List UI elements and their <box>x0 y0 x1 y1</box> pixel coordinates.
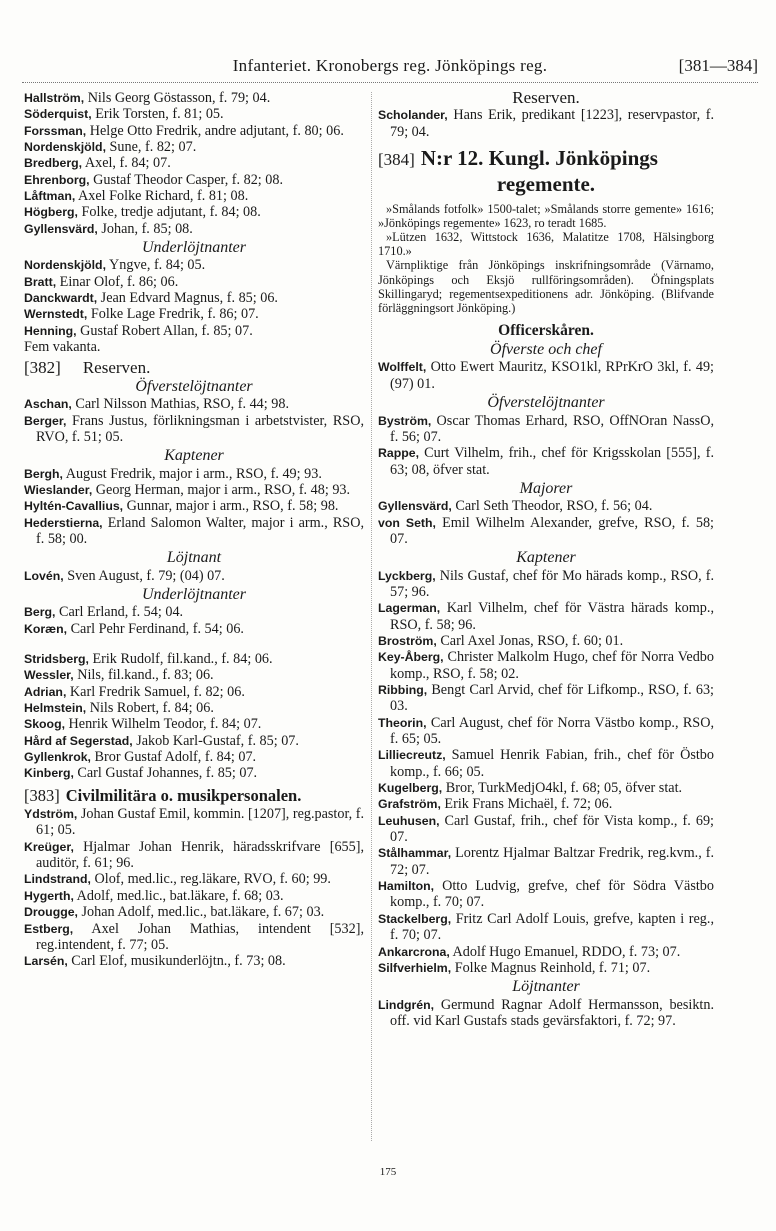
entry-details: Georg Herman, major i arm., RSO, f. 48; 93. <box>92 481 351 498</box>
entry-details: Nils Robert, f. 84; 06. <box>86 700 214 717</box>
section-heading <box>24 357 364 377</box>
roster-entry <box>24 396 364 412</box>
entry-surname: Byström, <box>378 413 432 428</box>
roster-entry <box>24 651 364 667</box>
entry-details: Carl Nilsson Mathias, RSO, f. 44; 98. <box>71 396 289 413</box>
entry-surname: Nordenskjöld, <box>24 140 106 155</box>
entry-surname: Wolffelt, <box>378 360 427 375</box>
header-rule <box>22 82 758 83</box>
entry-details: Olof, med.lic., reg.läkare, RVO, f. 60; 99. <box>90 871 331 888</box>
entry-surname: Lindstrand, <box>24 872 91 887</box>
entry-details: Johan Adolf, med.lic., bat.läkare, f. 67; 03. <box>77 904 325 921</box>
roster-entry <box>378 515 714 548</box>
entry-details: Germund Ragnar Adolf Hermansson, besiktn. off. vid Karl Gustafs stads gevärsfaktori, f. 72; 97. <box>390 996 714 1029</box>
roster-entry <box>24 806 364 839</box>
roster-entry <box>378 568 714 601</box>
roster-entry <box>24 700 364 716</box>
entry-surname: Henning, <box>24 323 77 338</box>
entry-surname: Leuhusen, <box>378 813 440 828</box>
entry-surname: Forssman, <box>24 123 87 138</box>
roster-entry <box>24 515 364 548</box>
roster-entry <box>24 904 364 920</box>
entry-surname: Lyckberg, <box>378 568 436 583</box>
entry-details: Nils Georg Göstasson, f. 79; 04. <box>84 90 271 106</box>
entry-surname: Hederstierna, <box>24 515 103 530</box>
entry-details: Bror Gustaf Adolf, f. 84; 07. <box>90 749 257 766</box>
entry-details: Otto Ewert Mauritz, KSO1kl, RPrKrO 3kl, f. 49; (97) 01. <box>390 359 714 392</box>
roster-entry <box>24 204 364 220</box>
roster-entry <box>378 944 714 960</box>
entry-details: Jean Edvard Magnus, f. 85; 06. <box>97 290 278 307</box>
entry-details: Folke Magnus Reinhold, f. 71; 07. <box>451 959 651 976</box>
roster-entry <box>378 960 714 976</box>
section-title: Reserven. <box>82 357 151 377</box>
entry-details: Adolf Hugo Emanuel, RDDO, f. 73; 07. <box>449 943 681 960</box>
roster-entry <box>378 878 714 911</box>
entry-surname: Stålhammar, <box>378 846 452 861</box>
entry-surname: Lagerman, <box>378 601 441 616</box>
entry-details: Carl Gustaf, frih., chef för Vista komp., f. 69; 07. <box>390 812 714 846</box>
roster-entry <box>24 604 364 620</box>
officer-corps-heading: Officerskåren. <box>498 321 594 339</box>
roster-entry <box>24 274 364 290</box>
roster-entry <box>24 188 364 204</box>
entry-details: Hans Erik, predikant [1223], reservpastor, f. 79; 04. <box>390 107 714 140</box>
regiment-title <box>378 146 714 196</box>
roster-entry <box>378 747 714 780</box>
roster-entry <box>24 871 364 887</box>
section-index: [382] <box>24 357 61 377</box>
entry-details: Axel Johan Mathias, intendent [532], reg.intendent, f. 77; 05. <box>36 920 364 953</box>
vacancy-note: Fem vakanta. <box>24 339 101 356</box>
entry-details: Johan, f. 85; 08. <box>97 220 193 237</box>
entry-surname: Hallström, <box>24 91 85 105</box>
entry-surname: Danckwardt, <box>24 291 98 306</box>
roster-entry <box>378 107 714 140</box>
entry-surname: Key-Åberg, <box>378 650 444 665</box>
roster-entry <box>378 780 714 796</box>
entry-surname: Aschan, <box>24 397 72 412</box>
entry-surname: Hyltén-Cavallius, <box>24 499 124 514</box>
entry-surname: Drougge, <box>24 905 78 920</box>
rank-subheading: Underlöjtnanter <box>142 239 246 257</box>
entry-surname: Söderquist, <box>24 107 92 122</box>
rank-subheading: Kaptener <box>164 447 224 465</box>
entry-details: Bror, TurkMedjO4kl, f. 68; 05, öfver stat. <box>442 780 683 797</box>
roster-entry <box>24 90 364 106</box>
section-subheading: Reserven. <box>512 88 580 107</box>
roster-entry <box>24 716 364 732</box>
section-heading <box>24 785 364 805</box>
entry-surname: Skoog, <box>24 717 65 732</box>
entry-details: Gustaf Robert Allan, f. 85; 07. <box>76 322 253 339</box>
roster-entry <box>24 139 364 155</box>
entry-details: Axel, f. 84; 07. <box>82 155 171 172</box>
roster-entry <box>24 684 364 700</box>
entry-details: Frans Justus, förlikningsman i arbetstvister, RSO, RVO, f. 51; 05. <box>36 412 364 445</box>
page-number: 175 <box>379 1166 397 1178</box>
entry-surname: Estberg, <box>24 921 74 936</box>
entry-details: Lorentz Hjalmar Baltzar Fredrik, reg.kvm., f. 72; 07. <box>390 845 714 878</box>
entry-details: Samuel Henrik Fabian, frih., chef för Östbo komp., f. 66; 05. <box>390 747 714 780</box>
entry-surname: Lovén, <box>24 568 64 583</box>
entry-details: August Fredrik, major i arm., RSO, f. 49; 93. <box>62 465 322 482</box>
roster-entry <box>24 621 364 637</box>
rank-subheading: Löjtnanter <box>512 978 580 996</box>
entry-details: Folke, tredje adjutant, f. 84; 08. <box>77 204 261 221</box>
roster-entry <box>24 413 364 446</box>
rank-subheading: Kaptener <box>516 549 576 567</box>
entry-surname: Scholander, <box>378 108 448 123</box>
rank-subheading: Öfverstelöjtnanter <box>135 377 253 395</box>
entry-details: Carl Gustaf Johannes, f. 85; 07. <box>73 765 258 782</box>
roster-entry <box>378 413 714 446</box>
regiment-history-note: Värnpliktige från Jönköpings inskrifningsområde (Värnamo, Jönköpings och Eksjö rullföringsområden). Öfningsplats Skillingaryd; regementsexpeditionens adr. Jönköping. (Blifvande förläggningsort Jönköping.) <box>378 258 714 315</box>
entry-details: Sven August, f. 79; (04) 07. <box>63 567 225 584</box>
roster-entry <box>24 106 364 122</box>
section-index: [383] <box>24 785 60 805</box>
roster-entry <box>24 306 364 322</box>
entry-details: Yngve, f. 84; 05. <box>106 257 206 274</box>
entry-details: Johan Gustaf Emil, kommin. [1207], reg.pastor, f. 61; 05. <box>36 806 364 839</box>
roster-entry <box>24 765 364 781</box>
entry-details: Erik Rudolf, fil.kand., f. 84; 06. <box>88 651 273 667</box>
entry-surname: Wieslander, <box>24 482 93 497</box>
entry-surname: Ribbing, <box>378 683 428 697</box>
roster-entry <box>24 155 364 171</box>
entry-surname: Stackelberg, <box>378 911 452 926</box>
entry-surname: Broström, <box>378 633 437 648</box>
entry-surname: Ankarcrona, <box>378 944 450 959</box>
entry-details: Carl Seth Theodor, RSO, f. 56; 04. <box>451 498 653 515</box>
entry-surname: Kreüger, <box>24 839 74 854</box>
entry-surname: Theorin, <box>378 715 427 730</box>
right-column <box>378 90 714 1029</box>
regiment-history-note: »Smålands fotfolk» 1500-talet; »Smålands storre gemente» 1616; »Jönköpings regemente» 1623, ro teradt 1685. <box>378 202 714 231</box>
entry-details: Adolf, med.lic., bat.läkare, f. 68; 03. <box>73 887 284 904</box>
entry-details: Otto Ludvig, grefve, chef för Södra Västbo komp., f. 70; 07. <box>390 878 714 911</box>
entry-surname: Silfverhielm, <box>378 960 452 975</box>
entry-surname: Ehrenborg, <box>24 172 90 187</box>
entry-details: Jakob Karl-Gustaf, f. 85; 07. <box>132 732 299 749</box>
entry-details: Gunnar, major i arm., RSO, f. 58; 98. <box>123 498 339 515</box>
roster-entry <box>24 667 364 683</box>
roster-entry <box>378 796 714 812</box>
entry-surname: Lindgrén, <box>378 997 435 1012</box>
entry-surname: Larsén, <box>24 954 68 969</box>
entry-surname: Kinberg, <box>24 766 74 781</box>
roster-entry <box>24 290 364 306</box>
roster-entry <box>378 445 714 478</box>
entry-details: Erik Frans Michaël, f. 72; 06. <box>440 796 613 813</box>
entry-details: Fritz Carl Adolf Louis, grefve, kapten i reg., f. 70; 07. <box>390 910 714 944</box>
roster-entry <box>24 749 364 765</box>
entry-surname: Bratt, <box>24 274 57 289</box>
roster-entry <box>378 911 714 944</box>
entry-surname: Stridsberg, <box>24 652 89 666</box>
roster-entry <box>378 359 714 392</box>
regiment-name: N:r 12. Kungl. Jönköpings <box>420 146 658 171</box>
entry-surname: Gyllensvärd, <box>24 221 98 236</box>
entry-surname: Ydström, <box>24 807 78 822</box>
entry-details: Carl August, chef för Norra Västbo komp., RSO, f. 65; 05. <box>390 714 714 748</box>
entry-details: Gustaf Theodor Casper, f. 82; 08. <box>89 171 284 188</box>
section-title: Civilmilitära o. musikpersonalen. <box>65 785 302 805</box>
entry-surname: Nordenskjöld, <box>24 258 106 273</box>
entry-details: Karl Vilhelm, chef för Västra härads komp., RSO, f. 58; 96. <box>390 600 714 633</box>
roster-entry <box>24 498 364 514</box>
roster-entry <box>24 323 364 339</box>
entry-details: Folke Lage Fredrik, f. 86; 07. <box>87 306 259 323</box>
roster-entry <box>24 482 364 498</box>
entry-surname: Gyllenkrok, <box>24 750 91 765</box>
entry-surname: Hård af Segerstad, <box>24 733 133 748</box>
entry-surname: Grafström, <box>378 797 441 812</box>
rank-subheading: Öfverste och chef <box>490 341 602 359</box>
roster-entry <box>378 682 714 715</box>
roster-entry <box>24 888 364 904</box>
entry-surname: Wessler, <box>24 668 74 683</box>
entry-details: Karl Fredrik Samuel, f. 82; 06. <box>66 683 245 700</box>
entry-details: Nils Gustaf, chef för Mo härads komp., RSO, f. 57; 96. <box>390 567 714 600</box>
entry-surname: Adrian, <box>24 684 67 699</box>
roster-entry <box>378 845 714 878</box>
entry-surname: Bergh, <box>24 466 63 481</box>
spacer <box>24 637 364 651</box>
section-index: [384] <box>378 150 415 170</box>
roster-entry <box>24 733 364 749</box>
entry-details: Carl Axel Jonas, RSO, f. 60; 01. <box>436 632 624 649</box>
entry-details: Helge Otto Fredrik, andre adjutant, f. 80; 06. <box>86 122 344 139</box>
entry-details: Bengt Carl Arvid, chef för Lifkomp., RSO, f. 63; 03. <box>390 682 714 715</box>
entry-details: Carl Erland, f. 54; 04. <box>55 604 184 621</box>
entry-details: Curt Vilhelm, frih., chef för Krigsskolan [555], f. 63; 08, öfver stat. <box>390 445 714 478</box>
entry-details: Oscar Thomas Erhard, RSO, OffNOran NassO, f. 56; 07. <box>390 412 714 445</box>
entry-surname: Koræn, <box>24 621 68 636</box>
regiment-name-cont: regemente. <box>496 172 596 197</box>
roster-entry <box>378 997 714 1030</box>
roster-entry <box>378 600 714 633</box>
entry-surname: Låftman, <box>24 189 76 204</box>
roster-entry <box>24 953 364 969</box>
roster-entry <box>24 123 364 139</box>
entry-surname: Gyllensvärd, <box>378 499 452 514</box>
entry-details: Erik Torsten, f. 81; 05. <box>91 106 224 123</box>
entry-surname: Hygerth, <box>24 888 74 903</box>
entry-details: Henrik Wilhelm Teodor, f. 84; 07. <box>65 716 262 733</box>
roster-entry <box>24 839 364 872</box>
entry-surname: Högberg, <box>24 205 78 220</box>
roster-entry <box>378 498 714 514</box>
roster-entry <box>24 257 364 273</box>
entry-details: Nils, fil.kand., f. 83; 06. <box>73 667 214 684</box>
roster-entry <box>378 813 714 846</box>
rank-subheading: Öfverstelöjtnanter <box>487 394 605 412</box>
regiment-history-note: »Lützen 1632, Wittstock 1636, Malatitze 1708, Hälsingborg 1710.» <box>378 230 714 259</box>
roster-entry <box>24 466 364 482</box>
entry-details: Christer Malkolm Hugo, chef för Norra Vedbo komp., RSO, f. 58; 02. <box>390 649 714 682</box>
entry-surname: Bredberg, <box>24 156 83 171</box>
entry-details: Carl Pehr Ferdinand, f. 54; 06. <box>67 620 244 637</box>
entry-details: Sune, f. 82; 07. <box>106 139 197 156</box>
entry-details: Emil Wilhelm Alexander, grefve, RSO, f. 58; 07. <box>390 514 714 547</box>
header-section-range: [381—384] <box>678 56 758 75</box>
entry-surname: Hamilton, <box>378 879 435 894</box>
roster-entry <box>24 221 364 237</box>
entry-surname: Berger, <box>24 413 67 428</box>
entry-details: Einar Olof, f. 86; 06. <box>56 273 179 290</box>
rank-subheading: Underlöjtnanter <box>142 585 246 603</box>
roster-entry <box>378 715 714 748</box>
entry-surname: Kugelberg, <box>378 781 443 796</box>
entry-details: Axel Folke Richard, f. 81; 08. <box>75 188 249 205</box>
roster-entry <box>378 649 714 682</box>
column-divider <box>371 92 372 1141</box>
header-title: Infanteriet. Kronobergs reg. Jönköpings reg. <box>232 56 548 75</box>
entry-surname: Rappe, <box>378 446 419 461</box>
entry-surname: Lilliecreutz, <box>378 748 446 763</box>
entry-details: Carl Elof, musikunderlöjtn., f. 73; 08. <box>67 953 286 970</box>
entry-details: Erland Salomon Walter, major i arm., RSO, f. 58; 00. <box>36 514 364 547</box>
rank-subheading: Löjtnant <box>166 549 222 567</box>
entry-surname: Berg, <box>24 605 56 620</box>
entry-surname: von Seth, <box>378 515 436 530</box>
left-column <box>24 90 364 970</box>
entry-surname: Helmstein, <box>24 701 87 716</box>
rank-subheading: Majorer <box>519 479 573 497</box>
running-header <box>22 50 758 80</box>
entry-surname: Wernstedt, <box>24 307 88 322</box>
roster-entry <box>24 172 364 188</box>
roster-entry <box>24 921 364 954</box>
roster-entry <box>24 568 364 584</box>
entry-details: Hjalmar Johan Henrik, häradsskrifvare [655], auditör, f. 61; 96. <box>36 838 364 872</box>
roster-entry <box>378 633 714 649</box>
